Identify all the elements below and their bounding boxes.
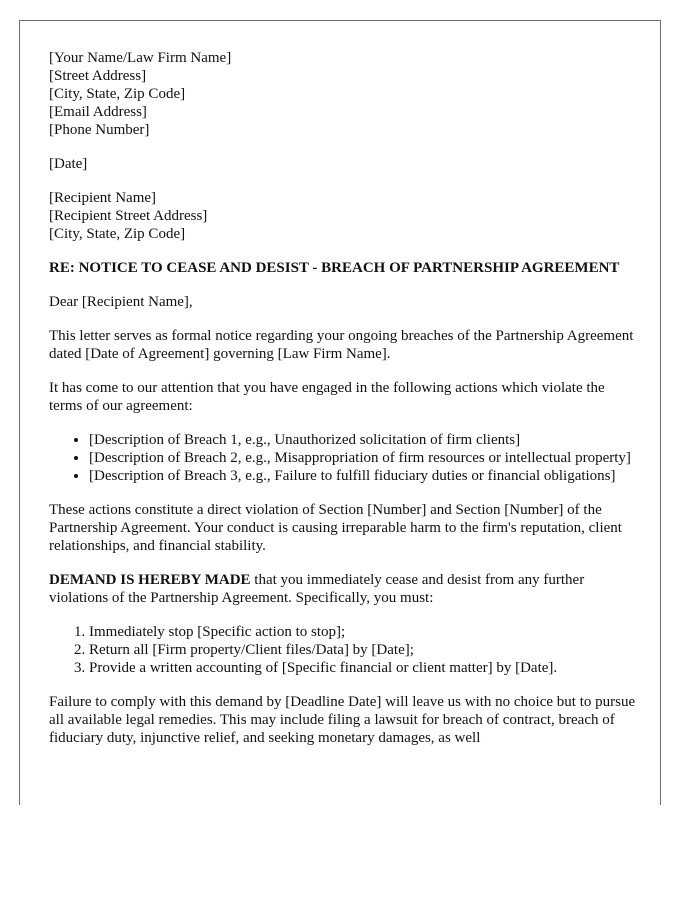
breach-item: • [Description of Breach 1, e.g., Unauthorized solicitation of firm clients]	[89, 431, 639, 449]
breach-item: • [Description of Breach 3, e.g., Failure to fulfill fiduciary duties or financial obligations]	[89, 467, 639, 485]
recipient-street: [Recipient Street Address]	[49, 208, 208, 224]
letter-content	[49, 49, 639, 763]
demand-text: that you immediately cease and desist from any further violations of the Partnership Agreement. Specifically, you must:	[49, 572, 585, 606]
recipient-block	[49, 189, 639, 243]
paragraph-violation: These actions constitute a direct violation of Section [Number] and Section [Number] of the Partnership Agreement. Your conduct is causing irreparable harm to the firm's reputation, client relationships, and financial stability.	[49, 502, 622, 554]
demand-item: 3. Provide a written accounting of [Specific financial or client matter] by [Date].	[89, 659, 639, 677]
paragraph-intro: This letter serves as formal notice regarding your ongoing breaches of the Partnership Agreement dated [Date of Agreement] governing [Law Firm Name].	[49, 328, 634, 362]
paragraph-demand	[49, 571, 639, 607]
sender-street: [Street Address]	[49, 68, 147, 84]
recipient-city: [City, State, Zip Code]	[49, 226, 186, 242]
sender-phone: [Phone Number]	[49, 122, 150, 138]
letter-page	[19, 20, 661, 805]
breach-item: • [Description of Breach 2, e.g., Misappropriation of firm resources or intellectual property]	[89, 449, 639, 467]
sender-email: [Email Address]	[49, 104, 147, 120]
subject-line: RE: NOTICE TO CEASE AND DESIST - BREACH OF PARTNERSHIP AGREEMENT	[49, 260, 620, 276]
recipient-name: [Recipient Name]	[49, 190, 157, 206]
sender-name: [Your Name/Law Firm Name]	[49, 50, 232, 66]
demand-item: 1. Immediately stop [Specific action to stop];	[89, 623, 639, 641]
salutation: Dear [Recipient Name],	[49, 294, 193, 310]
sender-block	[49, 49, 639, 139]
letter-date	[49, 155, 639, 173]
paragraph-attention: It has come to our attention that you have engaged in the following actions which violate the terms of our agreement:	[49, 380, 605, 414]
date-text: [Date]	[49, 156, 88, 172]
breach-list	[49, 431, 639, 485]
demand-bold: DEMAND IS HEREBY MADE	[49, 572, 251, 588]
paragraph-consequences: Failure to comply with this demand by [Deadline Date] will leave us with no choice but to pursue all available legal remedies. This may include filing a lawsuit for breach of contract, breach of fiduciary duty, injunctive relief, and seeking monetary damages, as well	[49, 694, 636, 746]
demand-list	[49, 623, 639, 677]
sender-city: [City, State, Zip Code]	[49, 86, 186, 102]
demand-item: 2. Return all [Firm property/Client files/Data] by [Date];	[89, 641, 639, 659]
